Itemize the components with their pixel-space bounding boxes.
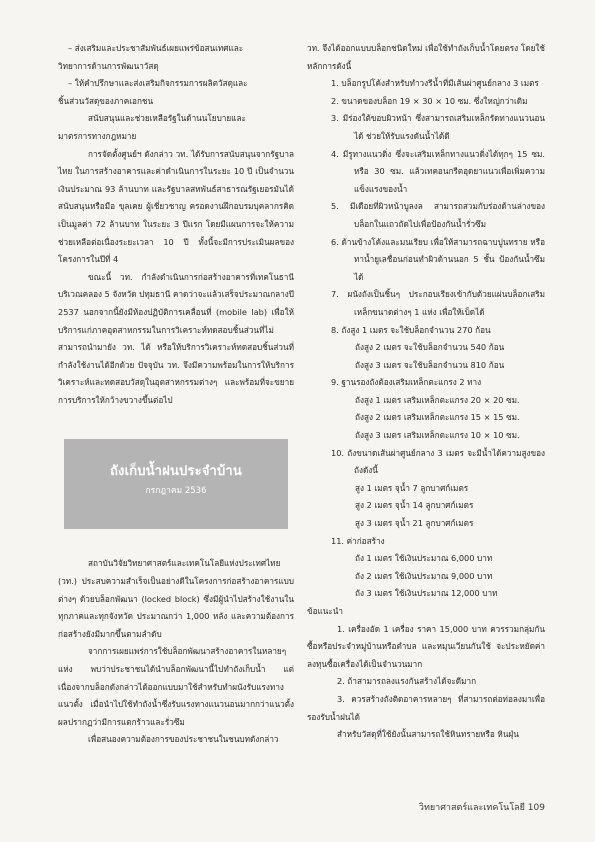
- list-row: ถังสูง 3 เมตร จะใช้บล็อกจำนวน 810 ก้อน: [355, 359, 505, 370]
- article-banner: [64, 439, 288, 529]
- list-row: ถัง 1 เมตร ใช้เงินประมาณ 6,000 บาท: [355, 553, 493, 564]
- list-item: 11. ค่าก่อสร้าง: [331, 535, 385, 546]
- list-row: ถัง 3 เมตร ใช้เงินประมาณ 12,000 บาท: [355, 588, 498, 599]
- foundation-list: [307, 374, 545, 392]
- list-item: 8. ถังสูง 1 เมตร จะใช้บล็อกจำนวน 270 ก้อน: [331, 324, 491, 335]
- list-item: 5. มีเดือยที่ผิวหน้าบูลงล สามารถสวมกับร่องด้านล่างของบล็อกในแถวถัดไปเพื่อป้องกันน้ำรั่วซึม: [331, 201, 545, 229]
- left-column: [58, 40, 294, 749]
- rebar-list: [307, 392, 545, 445]
- article-title: ถังเก็บน้ำฝนประจำบ้าน: [109, 464, 243, 480]
- bullet-line: – ส่งเสริมและประชาสัมพันธ์เผยแพร่ข้อสนเทศและ: [68, 43, 244, 53]
- list-item: 2. ถ้าสามารถลงแรงกันสร้างได้จะดีมาก: [337, 676, 477, 687]
- advice-heading: ข้อแนะนำ: [307, 606, 343, 616]
- paragraph-design: วท. จึงได้ออกแบบบล็อกชนิดใหม่ เพื่อใช้ทำถังเก็บน้ำโดยตรง โดยใช้หลักการดังนี้: [307, 43, 545, 71]
- paragraph-materials: สำหรับวัสดุที่ใช้ยังนั้นสามารถใช้หินทรายหรือ หินฝุ่น: [337, 729, 519, 740]
- list-row: ถังสูง 2 เมตร เสริมเหล็กตะแกรง 15 × 15 ซม.: [355, 412, 520, 423]
- capacity-rows: [307, 480, 545, 533]
- list-item: 9. ฐานรองถังต้องเสริมเหล็กตะแกรง 2 ทาง: [331, 377, 482, 388]
- capacity-list: [307, 445, 545, 480]
- list-row: สูง 1 เมตร จุน้ำ 7 ลูกบาศก์เมตร: [355, 482, 469, 493]
- list-item: 1. บล็อกรูปโค้งสำหรับทำวงรีน้ำที่มีเส้นผ่าศูนย์กลาง 3 เมตร: [331, 78, 539, 89]
- paragraph-response: เพื่อสนองความต้องการของประชาชนในชนบทดังกล่าว: [88, 734, 279, 745]
- block-count-list: [307, 339, 545, 374]
- list-item: 1. เครื่องอัด 1 เครื่อง ราคา 15,000 บาท ควรรวมกลุ่มกันซื้อหรือประจำหมู่บ้านหรือตำบล และหมุนเวียนกันใช้ จะประหยัดค่าลงทุนซื้อเครื่องได้เป็นจำนวนมาก: [307, 623, 545, 669]
- left-bullets: [58, 40, 294, 146]
- list-row: ถังสูง 1 เมตร เสริมเหล็กตะแกรง 20 × 20 ซม.: [355, 394, 520, 405]
- paragraph-construction: ขณะนี้ วท. กำลังดำเนินการก่อสร้างอาคารที่เทคโนธานี บริเวณคลอง 5 จังหวัด ปทุมธานี คาดว่าจะแล้วเสร็จประมาณกลางปี 2537 นอกจากนี้ยังมีห้องปฏิบัติการเคลื่อนที่ (mobile lab) เพื่อให้บริการแก่ภาคอุตสาหกรรมในการวิเคราะห์ทดสอบชิ้นส่วนที่ไม่สามารถนำมายัง วท. ได้ หรือให้บริการวิเคราะห์ทดสอบชิ้นส่วนที่กำลังใช้งานได้อีกด้วย ปัจจุบัน วท. จึงมีความพร้อมในการให้บริการวิเคราะห์และทดสอบวัสดุในอุตสาหกรรมต่างๆ และพร้อมที่จะขยายการบริการให้กว้างขวางขึ้นต่อไป: [58, 271, 294, 405]
- cost-list: [307, 533, 545, 551]
- list-item: 3. ควรสร้างถังติดอาคารหลายๆ ที่สามารถต่อท่อลงมาเพื่อรองรับน้ำฝนได้: [307, 693, 545, 722]
- paragraph-support: การจัดตั้งศูนย์ฯ ดังกล่าว วท. ได้รับการสนับสนุนจากรัฐบาลไทย ในการสร้างอาคารและค่าดำเนินการในระยะ 10 ปี เป็นจำนวนเงินประมาณ 93 ล้านบาท และรัฐบาลสหพันธ์สาธารณรัฐเยอรมันได้สนับสนุนหรือมือ ขุลเคย ผู้เชี่ยวชาญ ครอดงานฝึกอบรมบุคลากรคิดเป็นมูลค่า 72 ล้านบาท ในระยะ 3 ปีแรก โดยมีแผนการจะให้ความช่วยเหลือต่อเนื่องระยะเวลา 10 ปี ทั้งนี้จะมีการประเมินผลของโครงการในปีที่ 4: [58, 148, 294, 265]
- page-footer: วิทยาศาสตร์และเทคโนโลยี 109: [418, 803, 545, 813]
- right-column: [307, 40, 545, 744]
- bullet-line: ชิ้นส่วนวัสดุของภาคเอกชน: [58, 95, 154, 106]
- list-row: ถังสูง 3 เมตร เสริมเหล็กตะแกรง 10 × 10 ซม.: [355, 430, 520, 441]
- paragraph-problem: จากการเผยแพร่การใช้บล็อกพัฒนาสร้างอาคารในหลายๆ แห่ง พบว่าประชาชนได้นำบล็อกพัฒนานี้ไปทำถังเก็บน้ำ แต่เนื่องจากบล็อกดังกล่าวได้ออกแบบมาใช้สำหรับทำผนังรับแรงทางแนวตั้ง เมื่อนำไปใช้ทำถังน้ำซึ่งรับแรงทางแนวนอนมากกว่าแนวตั้ง ผลปรากฏว่ามีการแตกร้าวและรั่วซึม: [58, 646, 294, 727]
- bullet-line: – ให้คำปรึกษาและส่งเสริมกิจกรรมการผลิตวัสดุและ: [68, 78, 248, 89]
- list-row: ถังสูง 2 เมตร จะใช้บล็อกจำนวน 540 ก้อน: [355, 342, 505, 353]
- list-item: 4. มีรูทางแนวดิ่ง ซึ่งจะเสริมเหล็กทางแนวดิ่งได้ทุกๆ 15 ซม. หรือ 30 ซม. แล้วเทคอนกรีตอุดยาแนวเพื่อเพิ่มความแข็งแรงของน้ำ: [331, 148, 545, 194]
- list-row: ถัง 2 เมตร ใช้เงินประมาณ 9,000 บาท: [355, 570, 493, 581]
- list-item: 6. ด้านข้างโค้งและมนเรียบ เพื่อให้สามารถฉาบปูนทราย หรือทาน้ำยูเลชื่อนก่อนทำผิวด้านนอก 5 ชั้น ป้องกันน้ำซึมได้: [331, 236, 545, 282]
- list-item: 10. ถังขนาดเส้นผ่าศูนย์กลาง 3 เมตร จะมีน้ำได้ความสูงของถังดังนี้: [331, 447, 545, 476]
- list-item: 2. ขนาดของบล็อก 19 × 30 × 10 ซม. ซึ่งใหญ่กว่าเดิม: [331, 95, 528, 106]
- advice-list: [307, 621, 545, 727]
- article-date: กรกฎาคม 2536: [145, 486, 207, 497]
- cost-rows: [307, 550, 545, 603]
- bullet-line: มาตรการทางกฎหมาย: [58, 130, 137, 141]
- list-item: 3. มีร่องใต้ขอบผิวหน้า ซึ่งสามารถเสริมเหล็กรัดทางแนวนอนได้ ช่วยให้รับแรงดันน้ำได้ดี: [331, 113, 545, 141]
- list-row: สูง 3 เมตร จุน้ำ 21 ลูกบาศก์เมตร: [355, 518, 474, 529]
- list-item: 7. ผนังถังเป็นชิ้นๆ ประกอบเรียงเข้ากับด้วยแผ่นบล็อกเสริมเหล็กขนาดต่างๆ 1 แห่ง เพื่อให้เบ็ดได้: [331, 289, 545, 317]
- paragraph-intro: สถาบันวิจัยวิทยาศาสตร์และเทคโนโลยีแห่งประเทศไทย (วท.) ประสบความสำเร็จเป็นอย่างดีในโครงการก่อสร้างอาคารแบบต่างๆ ด้วยบล็อกพัฒนา (locked block) ซึ่งมีผู้นำไปสร้างใช้งานในทุกภาคและทุกจังหวัด ประมาณกว่า 1,000 หลัง และความต้องการก่อสร้างยังมีมากขึ้นตามลำดับ: [58, 558, 294, 639]
- list-row: สูง 2 เมตร จุน้ำ 14 ลูกบาศก์เมตร: [355, 500, 474, 511]
- design-list: [307, 75, 545, 339]
- bullet-line: วิทยาการด้านการพัฒนาวัสดุ: [58, 60, 159, 71]
- bullet-line: สนับสนุนและช่วยเหลือรัฐในด้านนโยบายและ: [88, 113, 246, 124]
